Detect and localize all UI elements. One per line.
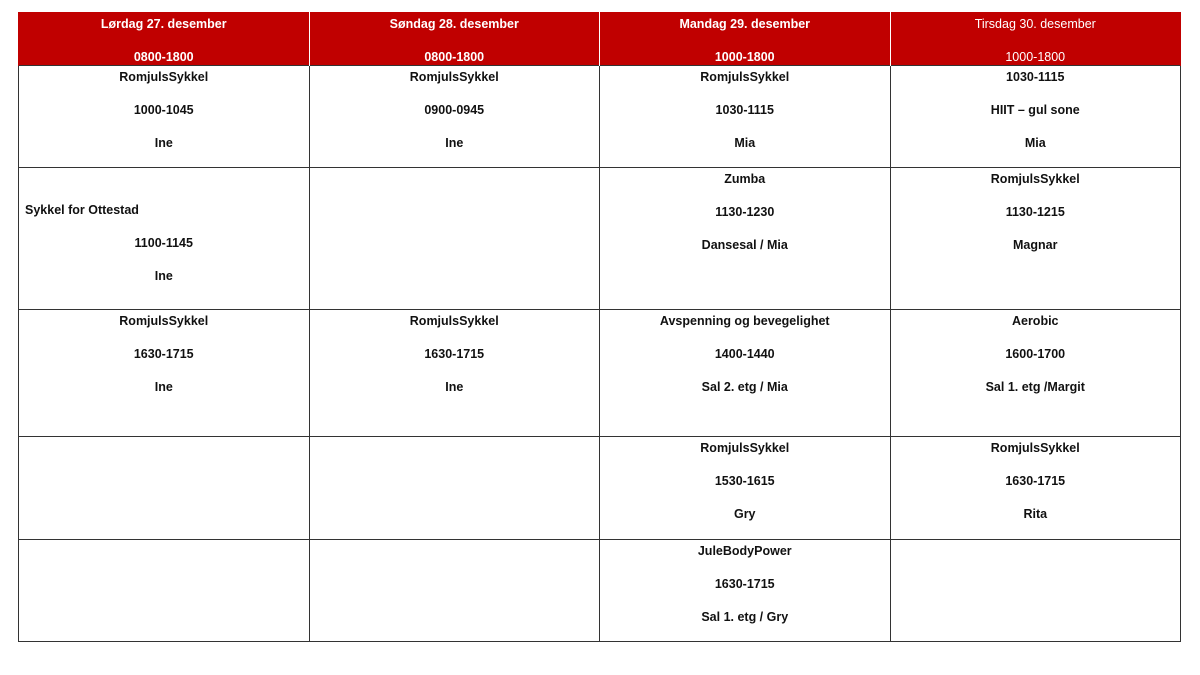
class-time: 1630-1715 xyxy=(714,577,775,591)
class-time: 1630-1715 xyxy=(424,347,485,361)
class-title: RomjulsSykkel xyxy=(990,441,1080,455)
empty-slot xyxy=(309,540,600,642)
holiday-schedule-table xyxy=(18,12,1181,642)
day-name: Tirsdag 30. desember xyxy=(974,17,1096,31)
class-title: RomjulsSykkel xyxy=(119,70,209,84)
class-instructor: Ine xyxy=(154,269,173,283)
class-instructor: Rita xyxy=(1023,507,1048,521)
class-slot xyxy=(600,66,891,168)
class-title: Sykkel for Ottestad xyxy=(25,203,139,217)
class-location: Sal 1. etg / Gry xyxy=(701,610,789,624)
class-title: Zumba xyxy=(724,172,766,186)
class-time: 1630-1715 xyxy=(1005,474,1066,488)
class-title: Avspenning og bevegelighet xyxy=(659,314,830,328)
class-instructor: Ine xyxy=(445,136,464,150)
class-location: Sal 2. etg / Mia xyxy=(701,380,788,394)
class-time: 1030-1115 xyxy=(715,103,774,117)
class-slot xyxy=(600,168,891,310)
class-title: RomjulsSykkel xyxy=(409,314,499,328)
class-slot xyxy=(890,168,1181,310)
day-header-saturday xyxy=(19,12,310,66)
class-slot xyxy=(600,437,891,540)
class-instructor: Ine xyxy=(154,380,173,394)
empty-slot xyxy=(309,168,600,310)
class-time: 1000-1045 xyxy=(133,103,194,117)
class-title: RomjulsSykkel xyxy=(409,70,499,84)
class-time: 1400-1440 xyxy=(714,347,775,361)
empty-slot xyxy=(890,540,1181,642)
class-slot xyxy=(309,310,600,437)
day-name: Lørdag 27. desember xyxy=(100,17,227,31)
class-title: RomjulsSykkel xyxy=(990,172,1080,186)
spacer xyxy=(19,168,309,185)
empty-slot xyxy=(19,437,310,540)
table-row xyxy=(19,540,1181,642)
class-slot xyxy=(19,168,310,310)
table-row xyxy=(19,310,1181,437)
opening-hours: 0800-1800 xyxy=(424,50,485,64)
opening-hours: 0800-1800 xyxy=(133,50,194,64)
class-time: 1130-1230 xyxy=(715,205,775,219)
day-name: Søndag 28. desember xyxy=(389,17,519,31)
class-slot xyxy=(890,66,1181,168)
class-title: Aerobic xyxy=(1011,314,1059,328)
class-slot xyxy=(600,310,891,437)
class-location: Sal 1. etg /Margit xyxy=(985,380,1085,394)
day-header-sunday xyxy=(309,12,600,66)
class-title: RomjulsSykkel xyxy=(700,70,790,84)
class-instructor: Magnar xyxy=(1013,238,1058,252)
table-row xyxy=(19,437,1181,540)
schedule-container xyxy=(18,12,1180,642)
class-instructor: Ine xyxy=(154,136,173,150)
class-title: HIIT – gul sone xyxy=(990,103,1080,117)
class-time: 1100-1145 xyxy=(134,236,193,250)
opening-hours: 1000-1800 xyxy=(1005,50,1066,64)
day-header-monday xyxy=(600,12,891,66)
class-instructor: Ine xyxy=(445,380,464,394)
empty-slot xyxy=(309,437,600,540)
class-time: 1030-1115 xyxy=(1006,70,1065,84)
class-slot xyxy=(19,310,310,437)
day-header-tuesday xyxy=(890,12,1181,66)
class-time: 1530-1615 xyxy=(714,474,775,488)
class-title: JuleBodyPower xyxy=(697,544,792,558)
day-name: Mandag 29. desember xyxy=(679,17,811,31)
class-slot xyxy=(600,540,891,642)
class-location: Dansesal / Mia xyxy=(701,238,788,252)
class-instructor: Mia xyxy=(1024,136,1046,150)
table-row xyxy=(19,168,1181,310)
class-slot xyxy=(890,437,1181,540)
class-instructor: Mia xyxy=(734,136,756,150)
class-instructor: Gry xyxy=(733,507,756,521)
class-time: 1130-1215 xyxy=(1005,205,1065,219)
table-row xyxy=(19,66,1181,168)
class-slot xyxy=(19,66,310,168)
opening-hours: 1000-1800 xyxy=(714,50,775,64)
class-time: 1600-1700 xyxy=(1005,347,1066,361)
class-title: RomjulsSykkel xyxy=(700,441,790,455)
class-time: 0900-0945 xyxy=(424,103,485,117)
empty-slot xyxy=(19,540,310,642)
class-slot xyxy=(309,66,600,168)
header-row xyxy=(19,12,1181,66)
class-slot xyxy=(890,310,1181,437)
class-time: 1630-1715 xyxy=(133,347,194,361)
class-title: RomjulsSykkel xyxy=(119,314,209,328)
